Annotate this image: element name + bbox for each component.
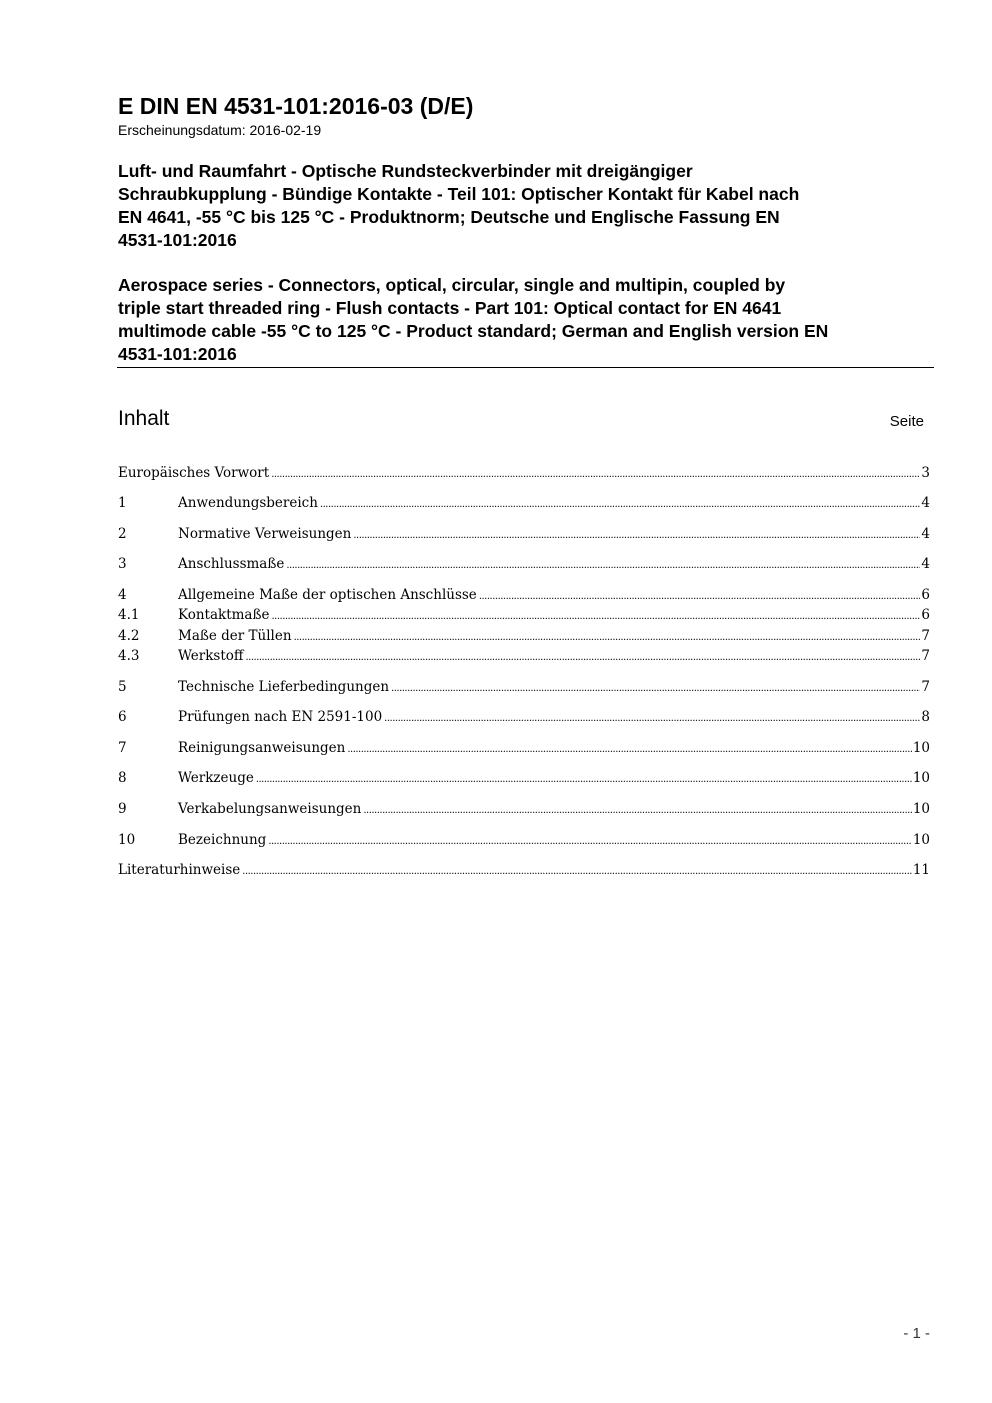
toc-entry-number: 5 bbox=[118, 679, 127, 695]
toc-dot-leader bbox=[347, 740, 911, 760]
toc-dot-leader bbox=[256, 770, 912, 790]
toc-entry-number: 2 bbox=[118, 526, 127, 542]
toc-entry[interactable] bbox=[118, 585, 930, 605]
title-divider bbox=[117, 367, 934, 368]
toc-dot-leader bbox=[320, 495, 920, 515]
toc-entry[interactable] bbox=[118, 524, 930, 544]
toc-entry-label: Maße der Tüllen bbox=[178, 628, 292, 644]
toc-dot-leader bbox=[271, 607, 920, 627]
page-number: - 1 - bbox=[903, 1325, 930, 1342]
toc-entry-number: 4.2 bbox=[118, 628, 140, 644]
toc-entry-number: 6 bbox=[118, 709, 127, 725]
toc-dot-leader bbox=[294, 628, 921, 648]
toc-entry-number: 10 bbox=[118, 832, 136, 848]
toc-entry-page: 4 bbox=[921, 556, 930, 572]
toc-entry-label: Verkabelungsanweisungen bbox=[178, 801, 362, 817]
toc-dot-leader bbox=[268, 832, 912, 852]
toc-entry-label: Technische Lieferbedingungen bbox=[178, 679, 390, 695]
toc-entry[interactable] bbox=[118, 646, 930, 666]
toc-dot-leader bbox=[353, 526, 920, 546]
toc-entry-page: 10 bbox=[912, 740, 930, 756]
english-title-line: Aerospace series - Connectors, optical, circular, single and multipin, coupled by bbox=[118, 275, 786, 295]
english-title-line: multimode cable -55 °C to 125 °C - Product standard; German and English version EN bbox=[118, 321, 829, 341]
toc-entry[interactable] bbox=[118, 493, 930, 513]
toc-entry-page: 4 bbox=[921, 526, 930, 542]
german-title bbox=[118, 160, 938, 252]
toc-entry[interactable] bbox=[118, 707, 930, 727]
german-title-line: Schraubkupplung - Bündige Kontakte - Teil 101: Optischer Kontakt für Kabel nach bbox=[118, 184, 800, 204]
german-title-line: Luft- und Raumfahrt - Optische Rundsteckverbinder mit dreigängiger bbox=[118, 161, 693, 181]
publication-date: Erscheinungsdatum: 2016-02-19 bbox=[118, 122, 322, 138]
toc-dot-leader bbox=[271, 465, 920, 485]
toc-entry-page: 6 bbox=[921, 607, 930, 623]
toc-entry-page: 11 bbox=[912, 862, 930, 878]
toc-entry-label: Anwendungsbereich bbox=[178, 495, 318, 511]
toc-entry-page: 10 bbox=[912, 801, 930, 817]
toc-entry-page: 4 bbox=[921, 495, 930, 511]
toc-entry-page: 8 bbox=[921, 709, 930, 725]
toc-dot-leader bbox=[286, 556, 920, 576]
toc-entry-number: 4.3 bbox=[118, 648, 140, 664]
toc-entry-number: 8 bbox=[118, 770, 127, 786]
german-title-line: EN 4641, -55 °C bis 125 °C - Produktnorm; Deutsche und Englische Fassung EN bbox=[118, 207, 780, 227]
toc-page-column-heading: Seite bbox=[889, 413, 924, 430]
toc-dot-leader bbox=[391, 679, 920, 699]
toc-entry[interactable] bbox=[118, 626, 930, 646]
toc-dot-leader bbox=[479, 587, 921, 607]
english-title-line: triple start threaded ring - Flush contacts - Part 101: Optical contact for EN 4641 bbox=[118, 298, 782, 318]
toc-entry[interactable] bbox=[118, 768, 930, 788]
toc-entry-page: 7 bbox=[921, 648, 930, 664]
toc-entry[interactable] bbox=[118, 738, 930, 758]
toc-entry-number: 1 bbox=[118, 495, 127, 511]
toc-heading: Inhalt bbox=[118, 407, 170, 430]
toc-entry-page: 10 bbox=[912, 770, 930, 786]
toc-entry-label: Kontaktmaße bbox=[178, 607, 270, 623]
toc-entry-number: 4 bbox=[118, 587, 127, 603]
toc-entry-label: Europäisches Vorwort bbox=[118, 465, 270, 481]
toc-dot-leader bbox=[242, 862, 912, 882]
toc-entry[interactable] bbox=[118, 677, 930, 697]
toc-entry-page: 6 bbox=[921, 587, 930, 603]
toc-entry-page: 3 bbox=[921, 465, 930, 481]
toc-entry-page: 10 bbox=[912, 832, 930, 848]
toc-entry[interactable] bbox=[118, 554, 930, 574]
toc-entry[interactable] bbox=[118, 860, 930, 880]
toc-entry-label: Prüfungen nach EN 2591-100 bbox=[178, 709, 383, 725]
toc-entry-page: 7 bbox=[921, 628, 930, 644]
german-title-line: 4531-101:2016 bbox=[118, 230, 237, 250]
toc-entry-label: Normative Verweisungen bbox=[178, 526, 352, 542]
english-title bbox=[118, 274, 938, 366]
toc-entry-label: Reinigungsanweisungen bbox=[178, 740, 346, 756]
toc-dot-leader bbox=[384, 709, 920, 729]
toc-entry[interactable] bbox=[118, 605, 930, 625]
toc-entry-label: Werkstoff bbox=[178, 648, 244, 664]
toc-dot-leader bbox=[245, 648, 920, 668]
english-title-line: 4531-101:2016 bbox=[118, 344, 237, 364]
toc-entry-label: Anschlussmaße bbox=[178, 556, 285, 572]
toc-entry-page: 7 bbox=[921, 679, 930, 695]
document-id-title: E DIN EN 4531-101:2016-03 (D/E) bbox=[118, 93, 474, 119]
toc-entry-label: Literaturhinweise bbox=[118, 862, 241, 878]
toc-entry-number: 3 bbox=[118, 556, 127, 572]
toc-dot-leader bbox=[363, 801, 911, 821]
toc-entry[interactable] bbox=[118, 799, 930, 819]
toc-entry[interactable] bbox=[118, 463, 930, 483]
toc-entry-number: 4.1 bbox=[118, 607, 140, 623]
toc-entry-label: Werkzeuge bbox=[178, 770, 254, 786]
toc-entry-label: Allgemeine Maße der optischen Anschlüsse bbox=[178, 587, 477, 603]
toc-entry-label: Bezeichnung bbox=[178, 832, 267, 848]
toc-entry-number: 7 bbox=[118, 740, 127, 756]
toc-entry-number: 9 bbox=[118, 801, 127, 817]
toc-entry[interactable] bbox=[118, 830, 930, 850]
